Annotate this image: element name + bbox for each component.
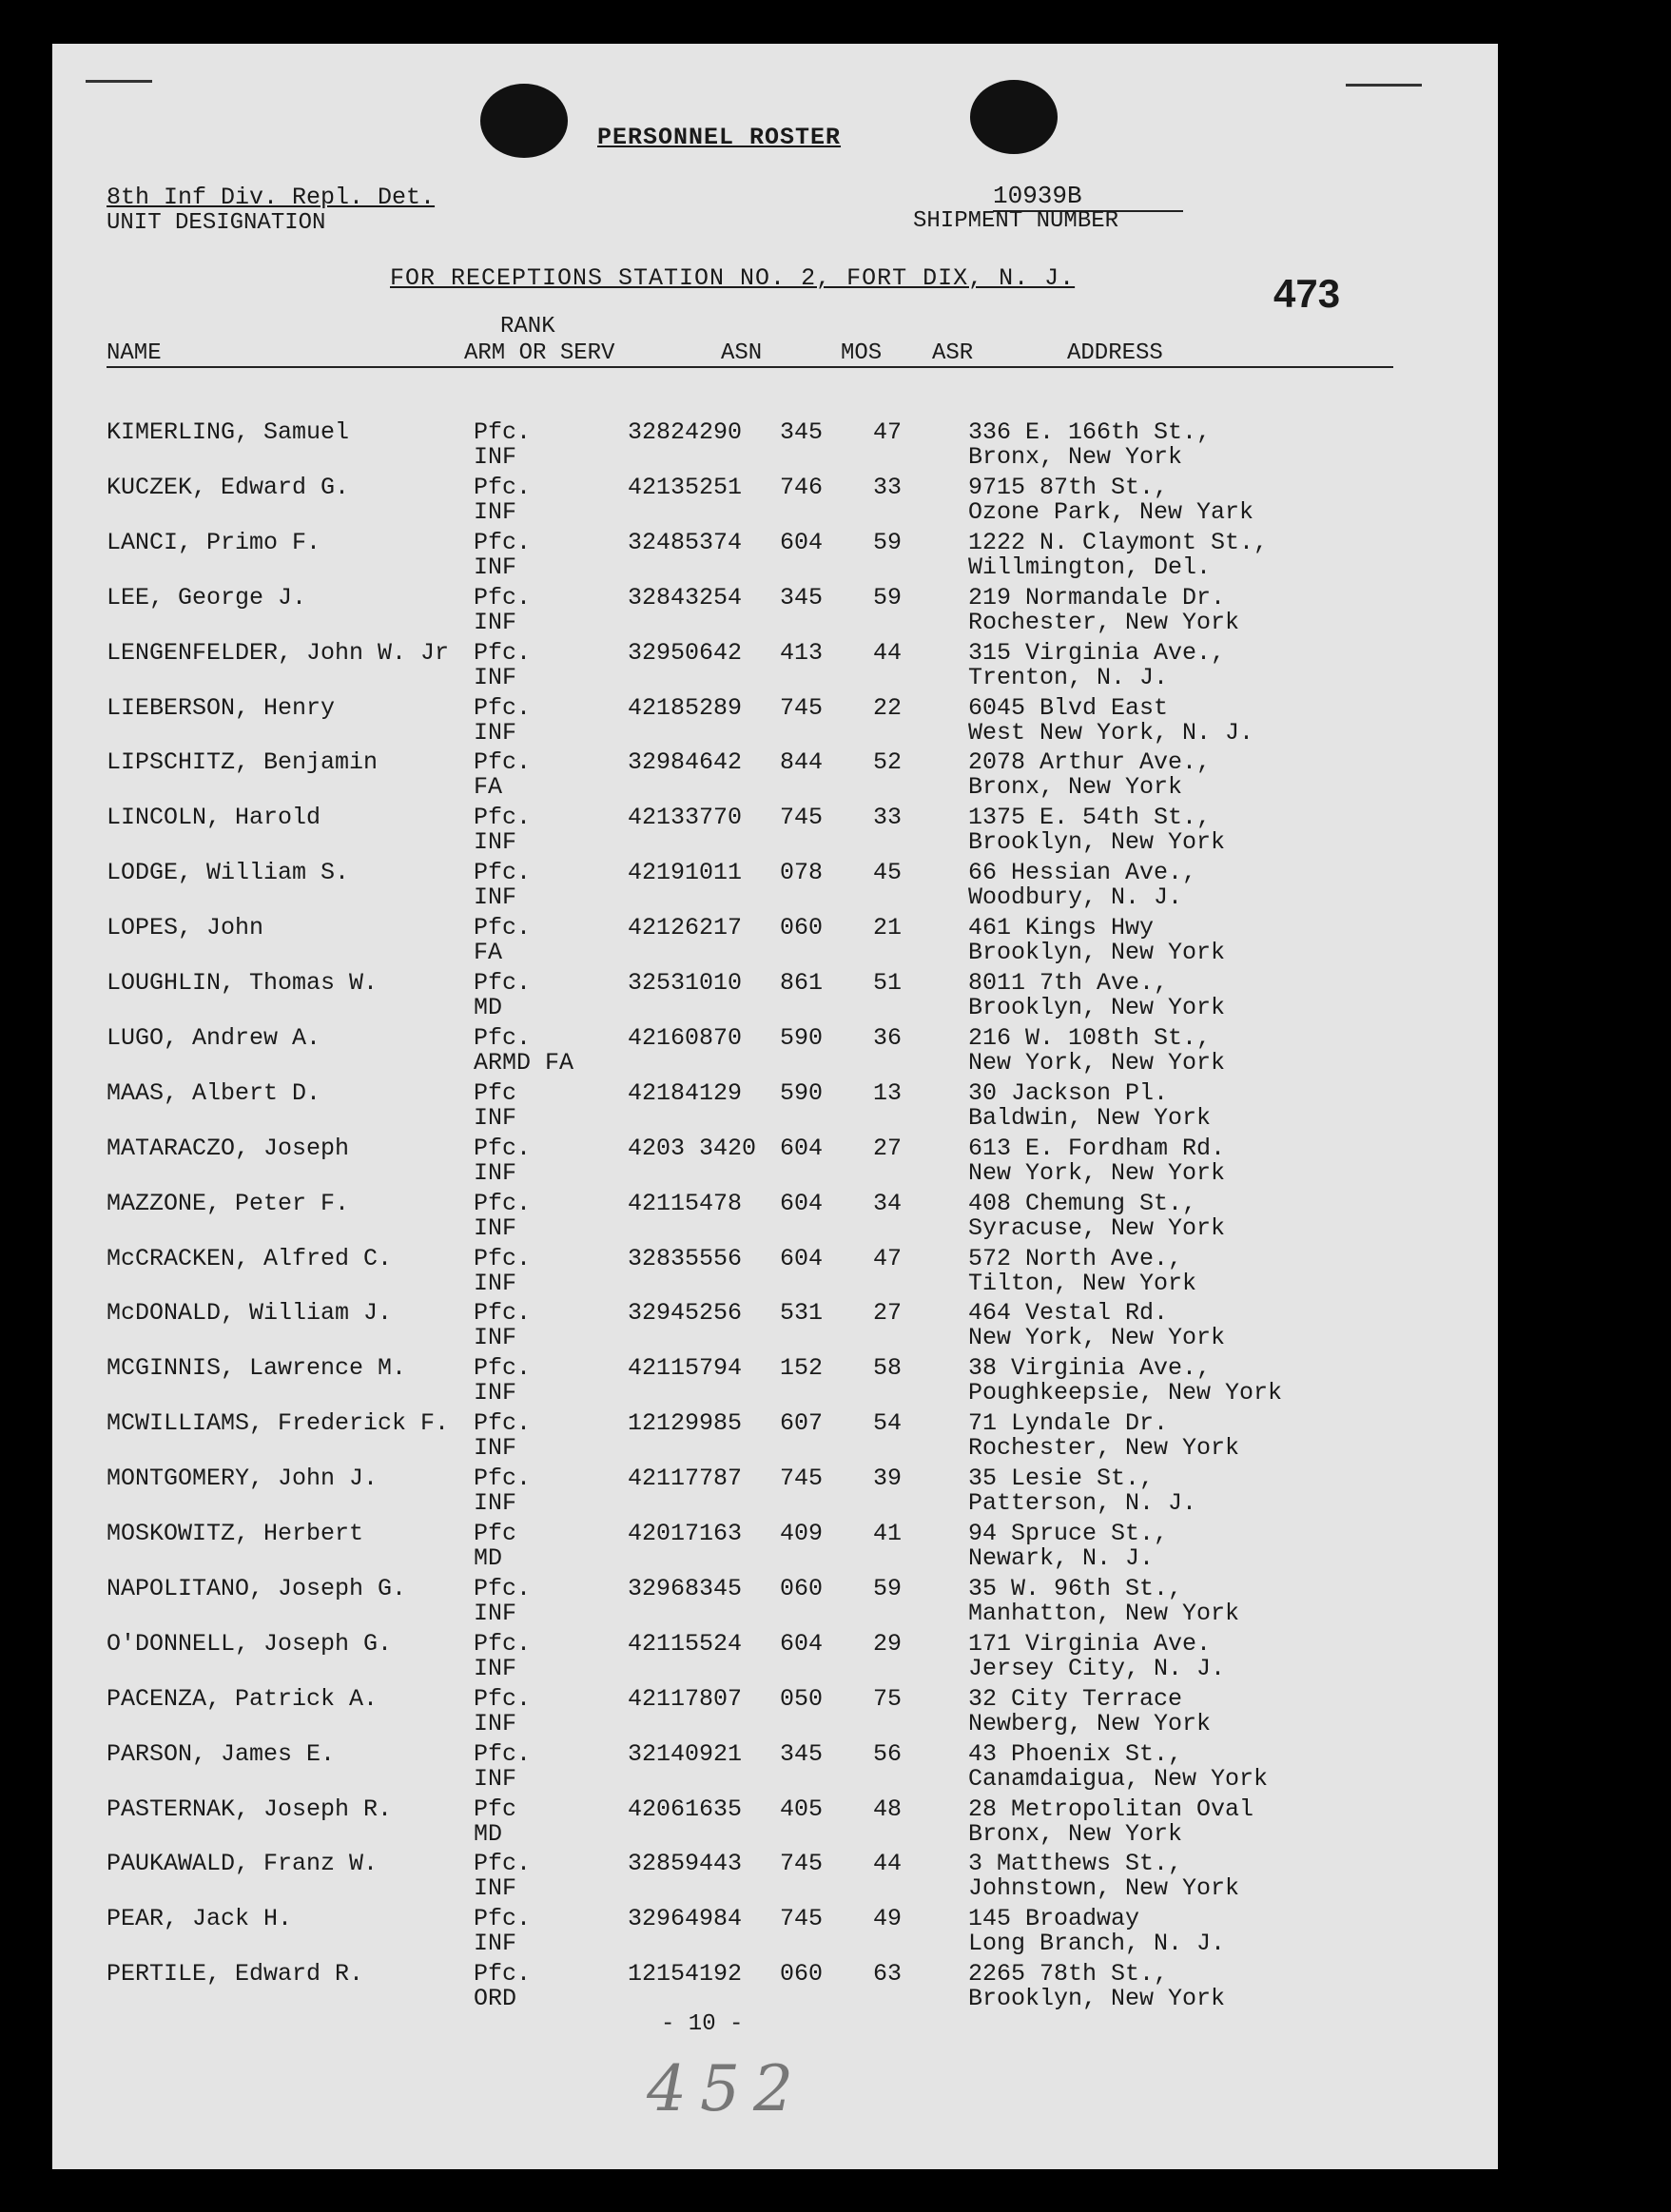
row-asn: 32964984 [628, 1905, 743, 1933]
row-asr: 48 [873, 1795, 903, 1823]
table-row [0, 1465, 1671, 1520]
row-address-line1: 9715 87th St., [968, 473, 1169, 501]
row-asn: 42191011 [628, 859, 743, 887]
row-address-line2: Newark, N. J. [968, 1544, 1155, 1572]
row-mos: 060 [780, 1960, 824, 1989]
header-rank: RANK [500, 314, 555, 340]
header-asn: ASN [721, 340, 763, 366]
row-mos: 607 [780, 1409, 824, 1438]
row-rank: Pfc. [474, 1299, 532, 1328]
row-mos: 604 [780, 1134, 824, 1162]
row-address-line2: Trenton, N. J. [968, 663, 1169, 691]
row-address-line2: Patterson, N. J. [968, 1489, 1197, 1518]
row-asr: 63 [873, 1960, 903, 1989]
row-arm: INF [474, 828, 517, 857]
row-rank: Pfc. [474, 1134, 532, 1162]
row-name: MONTGOMERY, John J. [107, 1465, 379, 1493]
row-name: McCRACKEN, Alfred C. [107, 1244, 393, 1272]
table-row [0, 1024, 1671, 1079]
table-row [0, 1079, 1671, 1135]
row-asr: 36 [873, 1023, 903, 1052]
row-address-line1: 613 E. Fordham Rd. [968, 1134, 1226, 1162]
row-arm: INF [474, 1213, 517, 1242]
header-arm-or-serv: ARM OR SERV [464, 340, 615, 366]
row-mos: 345 [780, 1739, 824, 1768]
row-address-line2: Bronx, New York [968, 773, 1183, 802]
row-address-line2: Rochester, New York [968, 608, 1240, 636]
row-mos: 590 [780, 1078, 824, 1107]
handwritten-number: 452 [647, 2052, 806, 2125]
row-name: PACENZA, Patrick A. [107, 1684, 379, 1713]
edge-mark [1346, 84, 1422, 87]
row-address-line2: West New York, N. J. [968, 718, 1254, 747]
row-arm: INF [474, 497, 517, 526]
row-address-line1: 6045 Blvd East [968, 693, 1169, 722]
row-asr: 29 [873, 1629, 903, 1658]
row-name: LEE, George J. [107, 583, 307, 611]
row-rank: Pfc. [474, 473, 532, 501]
row-address-line2: Willmington, Del. [968, 553, 1212, 581]
row-asn: 42184129 [628, 1078, 743, 1107]
row-arm: INF [474, 1489, 517, 1518]
row-asn: 42017163 [628, 1520, 743, 1547]
row-asn: 42115794 [628, 1354, 743, 1383]
row-mos: 745 [780, 693, 824, 722]
row-mos: 844 [780, 748, 824, 777]
row-rank: Pfc. [474, 1244, 532, 1272]
row-arm: INF [474, 1930, 517, 1958]
table-row [0, 1740, 1671, 1795]
table-row [0, 969, 1671, 1024]
row-address-line1: 2078 Arthur Ave., [968, 748, 1212, 777]
row-name: LIPSCHITZ, Benjamin [107, 748, 379, 777]
row-asr: 41 [873, 1520, 903, 1547]
page-stamp-number: 473 [1273, 271, 1341, 316]
row-asr: 45 [873, 859, 903, 887]
row-address-line1: 408 Chemung St., [968, 1189, 1197, 1217]
row-asn: 12129985 [628, 1409, 743, 1438]
table-row [0, 914, 1671, 969]
row-asr: 13 [873, 1078, 903, 1107]
row-rank: Pfc. [474, 1409, 532, 1438]
row-arm: INF [474, 1158, 517, 1187]
table-row [0, 1850, 1671, 1905]
row-rank: Pfc. [474, 583, 532, 611]
row-name: MAZZONE, Peter F. [107, 1189, 350, 1217]
row-asn: 4203 3420 [628, 1134, 757, 1162]
row-address-line1: 315 Virginia Ave., [968, 638, 1226, 667]
row-mos: 531 [780, 1299, 824, 1328]
row-address-line1: 32 City Terrace [968, 1684, 1183, 1713]
table-row [0, 1135, 1671, 1190]
row-asn: 42061635 [628, 1795, 743, 1823]
row-rank: Pfc. [474, 969, 532, 997]
row-name: PERTILE, Edward R. [107, 1960, 364, 1989]
row-rank: Pfc [474, 1520, 517, 1547]
row-asr: 47 [873, 418, 903, 446]
row-asr: 34 [873, 1189, 903, 1217]
row-name: KUCZEK, Edward G. [107, 473, 350, 501]
row-address-line1: 28 Metropolitan Oval [968, 1795, 1254, 1823]
row-arm: INF [474, 1709, 517, 1737]
row-address-line1: 35 W. 96th St., [968, 1574, 1183, 1602]
row-mos: 604 [780, 1244, 824, 1272]
row-arm: INF [474, 1874, 517, 1903]
row-rank: Pfc. [474, 1023, 532, 1052]
row-name: MCWILLIAMS, Frederick F. [107, 1409, 450, 1438]
row-mos: 345 [780, 583, 824, 611]
row-mos: 078 [780, 859, 824, 887]
row-asn: 42126217 [628, 914, 743, 942]
row-arm: INF [474, 1269, 517, 1297]
row-address-line2: Bronx, New York [968, 443, 1183, 471]
edge-mark [86, 80, 152, 83]
row-address-line1: 1222 N. Claymont St., [968, 528, 1269, 556]
row-arm: INF [474, 663, 517, 691]
row-name: MOSKOWITZ, Herbert [107, 1520, 364, 1547]
row-arm: INF [474, 553, 517, 581]
row-address-line1: 336 E. 166th St., [968, 418, 1212, 446]
row-asn: 32531010 [628, 969, 743, 997]
row-asn: 32843254 [628, 583, 743, 611]
row-asn: 32968345 [628, 1574, 743, 1602]
row-asn: 32824290 [628, 418, 743, 446]
row-name: LOUGHLIN, Thomas W. [107, 969, 379, 997]
table-row [0, 1905, 1671, 1960]
row-asn: 32140921 [628, 1739, 743, 1768]
row-asn: 42117787 [628, 1465, 743, 1493]
table-row [0, 804, 1671, 859]
row-asr: 54 [873, 1409, 903, 1438]
row-arm: INF [474, 883, 517, 912]
row-address-line1: 461 Kings Hwy [968, 914, 1155, 942]
row-asr: 52 [873, 748, 903, 777]
row-asr: 27 [873, 1134, 903, 1162]
row-address-line2: Ozone Park, New Yark [968, 497, 1254, 526]
row-rank: Pfc. [474, 1684, 532, 1713]
row-asr: 58 [873, 1354, 903, 1383]
row-address-line1: 3 Matthews St., [968, 1850, 1183, 1878]
table-row [0, 748, 1671, 804]
row-arm: FA [474, 773, 503, 802]
row-rank: Pfc. [474, 638, 532, 667]
row-asn: 42185289 [628, 693, 743, 722]
row-mos: 745 [780, 1905, 824, 1933]
row-name: MAAS, Albert D. [107, 1078, 321, 1107]
row-asn: 42115524 [628, 1629, 743, 1658]
unit-designation-label: UNIT DESIGNATION [107, 210, 326, 236]
row-name: PASTERNAK, Joseph R. [107, 1795, 393, 1823]
row-arm: FA [474, 939, 503, 967]
row-arm: INF [474, 1434, 517, 1463]
row-asr: 47 [873, 1244, 903, 1272]
punch-hole [970, 80, 1058, 154]
row-address-line2: Woodbury, N. J. [968, 883, 1183, 912]
row-address-line1: 216 W. 108th St., [968, 1023, 1212, 1052]
table-row [0, 859, 1671, 914]
row-address-line2: Canamdaigua, New York [968, 1764, 1269, 1793]
row-arm: INF [474, 1599, 517, 1627]
row-mos: 604 [780, 528, 824, 556]
reception-station: FOR RECEPTIONS STATION NO. 2, FORT DIX, N. J. [390, 264, 1076, 292]
row-address-line2: Brooklyn, New York [968, 939, 1226, 967]
row-address-line2: Manhatton, New York [968, 1599, 1240, 1627]
row-asr: 44 [873, 638, 903, 667]
row-rank: Pfc. [474, 859, 532, 887]
table-row [0, 1575, 1671, 1630]
row-address-line1: 94 Spruce St., [968, 1520, 1169, 1547]
row-address-line1: 8011 7th Ave., [968, 969, 1169, 997]
header-address: ADDRESS [1067, 340, 1163, 366]
punch-hole [480, 84, 568, 158]
row-mos: 409 [780, 1520, 824, 1547]
row-address-line2: Tilton, New York [968, 1269, 1197, 1297]
row-rank: Pfc. [474, 1189, 532, 1217]
row-rank: Pfc [474, 1078, 517, 1107]
row-name: LENGENFELDER, John W. Jr [107, 638, 450, 667]
row-address-line1: 171 Virginia Ave. [968, 1629, 1212, 1658]
row-name: LIEBERSON, Henry [107, 693, 336, 722]
row-name: McDONALD, William J. [107, 1299, 393, 1328]
row-asr: 59 [873, 528, 903, 556]
table-row [0, 1795, 1671, 1851]
row-asr: 59 [873, 583, 903, 611]
table-row [0, 529, 1671, 584]
row-address-line1: 219 Normandale Dr. [968, 583, 1226, 611]
row-address-line1: 145 Broadway [968, 1905, 1140, 1933]
row-mos: 604 [780, 1189, 824, 1217]
row-address-line2: Poughkeepsie, New York [968, 1379, 1283, 1407]
row-rank: Pfc. [474, 1739, 532, 1768]
row-mos: 345 [780, 418, 824, 446]
table-row [0, 1299, 1671, 1354]
row-asn: 32945256 [628, 1299, 743, 1328]
row-address-line1: 35 Lesie St., [968, 1465, 1155, 1493]
row-name: O'DONNELL, Joseph G. [107, 1629, 393, 1658]
table-row [0, 474, 1671, 529]
row-asn: 12154192 [628, 1960, 743, 1989]
row-rank: Pfc. [474, 418, 532, 446]
header-mos: MOS [841, 340, 883, 366]
row-mos: 060 [780, 914, 824, 942]
row-arm: INF [474, 1654, 517, 1682]
row-address-line2: Long Branch, N. J. [968, 1930, 1226, 1958]
row-address-line2: Baldwin, New York [968, 1103, 1212, 1132]
row-mos: 050 [780, 1684, 824, 1713]
row-address-line1: 43 Phoenix St., [968, 1739, 1183, 1768]
table-row [0, 418, 1671, 474]
header-asr: ASR [932, 340, 974, 366]
row-address-line1: 66 Hessian Ave., [968, 859, 1197, 887]
row-address-line1: 572 North Ave., [968, 1244, 1183, 1272]
row-rank: Pfc. [474, 1574, 532, 1602]
row-rank: Pfc. [474, 1905, 532, 1933]
row-name: PEAR, Jack H. [107, 1905, 293, 1933]
row-name: PARSON, James E. [107, 1739, 336, 1768]
row-name: LOPES, John [107, 914, 264, 942]
row-address-line2: Brooklyn, New York [968, 1985, 1226, 2013]
row-asr: 22 [873, 693, 903, 722]
table-row [0, 1520, 1671, 1575]
row-address-line2: Jersey City, N. J. [968, 1654, 1226, 1682]
row-arm: ARMD FA [474, 1048, 574, 1077]
row-asn: 32835556 [628, 1244, 743, 1272]
row-asr: 33 [873, 473, 903, 501]
row-name: LANCI, Primo F. [107, 528, 321, 556]
row-mos: 746 [780, 473, 824, 501]
table-row [0, 584, 1671, 639]
row-mos: 745 [780, 1465, 824, 1493]
row-address-line1: 30 Jackson Pl. [968, 1078, 1169, 1107]
row-rank: Pfc. [474, 1629, 532, 1658]
shipment-number-label: SHIPMENT NUMBER [913, 208, 1119, 234]
row-arm: INF [474, 608, 517, 636]
row-rank: Pfc. [474, 914, 532, 942]
row-name: KIMERLING, Samuel [107, 418, 350, 446]
row-mos: 060 [780, 1574, 824, 1602]
row-rank: Pfc. [474, 1960, 532, 1989]
row-asn: 42115478 [628, 1189, 743, 1217]
row-address-line2: Rochester, New York [968, 1434, 1240, 1463]
table-row [0, 1685, 1671, 1740]
document-title: PERSONNEL ROSTER [597, 124, 842, 151]
row-name: PAUKAWALD, Franz W. [107, 1850, 379, 1878]
row-asr: 39 [873, 1465, 903, 1493]
row-asn: 32485374 [628, 528, 743, 556]
table-row [0, 1354, 1671, 1409]
table-row [0, 694, 1671, 749]
row-name: LINCOLN, Harold [107, 804, 321, 832]
row-arm: MD [474, 1819, 503, 1848]
row-rank: Pfc. [474, 693, 532, 722]
row-address-line2: Bronx, New York [968, 1819, 1183, 1848]
row-arm: INF [474, 718, 517, 747]
row-arm: INF [474, 1324, 517, 1352]
row-rank: Pfc. [474, 1465, 532, 1493]
row-asn: 42117807 [628, 1684, 743, 1713]
row-address-line2: Newberg, New York [968, 1709, 1212, 1737]
row-asn: 42133770 [628, 804, 743, 832]
row-asr: 51 [873, 969, 903, 997]
row-arm: ORD [474, 1985, 517, 2013]
row-asr: 59 [873, 1574, 903, 1602]
row-address-line2: Brooklyn, New York [968, 828, 1226, 857]
table-row [0, 639, 1671, 694]
footer-page-number: - 10 - [661, 2011, 744, 2037]
row-address-line2: New York, New York [968, 1324, 1226, 1352]
row-rank: Pfc. [474, 528, 532, 556]
row-asn: 32950642 [628, 638, 743, 667]
row-rank: Pfc. [474, 1354, 532, 1383]
header-rule [107, 366, 1393, 368]
row-rank: Pfc [474, 1795, 517, 1823]
header-name: NAME [107, 340, 162, 366]
table-row [0, 1245, 1671, 1300]
row-arm: MD [474, 1544, 503, 1572]
row-asr: 27 [873, 1299, 903, 1328]
row-mos: 152 [780, 1354, 824, 1383]
row-asr: 75 [873, 1684, 903, 1713]
row-asr: 56 [873, 1739, 903, 1768]
row-arm: INF [474, 1764, 517, 1793]
row-arm: MD [474, 994, 503, 1021]
row-arm: INF [474, 443, 517, 471]
row-rank: Pfc. [474, 804, 532, 832]
row-asn: 32859443 [628, 1850, 743, 1878]
table-row [0, 1630, 1671, 1685]
row-asr: 44 [873, 1850, 903, 1878]
row-mos: 861 [780, 969, 824, 997]
table-row [0, 1190, 1671, 1245]
row-rank: Pfc. [474, 748, 532, 777]
row-arm: INF [474, 1379, 517, 1407]
row-address-line1: 464 Vestal Rd. [968, 1299, 1169, 1328]
table-row [0, 1960, 1671, 2015]
row-mos: 590 [780, 1023, 824, 1052]
unit-designation-value: 8th Inf Div. Repl. Det. [107, 184, 436, 211]
row-name: MCGINNIS, Lawrence M. [107, 1354, 407, 1383]
row-asr: 33 [873, 804, 903, 832]
row-asn: 42135251 [628, 473, 743, 501]
table-row [0, 1409, 1671, 1465]
row-name: LODGE, William S. [107, 859, 350, 887]
row-mos: 405 [780, 1795, 824, 1823]
row-rank: Pfc. [474, 1850, 532, 1878]
row-asn: 32984642 [628, 748, 743, 777]
row-address-line1: 1375 E. 54th St., [968, 804, 1212, 832]
row-address-line1: 38 Virginia Ave., [968, 1354, 1212, 1383]
row-address-line2: New York, New York [968, 1158, 1226, 1187]
row-address-line2: Syracuse, New York [968, 1213, 1226, 1242]
row-asr: 49 [873, 1905, 903, 1933]
row-address-line1: 71 Lyndale Dr. [968, 1409, 1169, 1438]
row-asn: 42160870 [628, 1023, 743, 1052]
row-name: NAPOLITANO, Joseph G. [107, 1574, 407, 1602]
row-name: MATARACZO, Joseph [107, 1134, 350, 1162]
row-asr: 21 [873, 914, 903, 942]
row-name: LUGO, Andrew A. [107, 1023, 321, 1052]
row-mos: 413 [780, 638, 824, 667]
row-mos: 604 [780, 1629, 824, 1658]
row-mos: 745 [780, 1850, 824, 1878]
row-arm: INF [474, 1103, 517, 1132]
row-mos: 745 [780, 804, 824, 832]
row-address-line2: New York, New York [968, 1048, 1226, 1077]
row-address-line2: Brooklyn, New York [968, 994, 1226, 1021]
row-address-line1: 2265 78th St., [968, 1960, 1169, 1989]
shipment-number-value: 10939B [993, 182, 1183, 212]
row-address-line2: Johnstown, New York [968, 1874, 1240, 1903]
